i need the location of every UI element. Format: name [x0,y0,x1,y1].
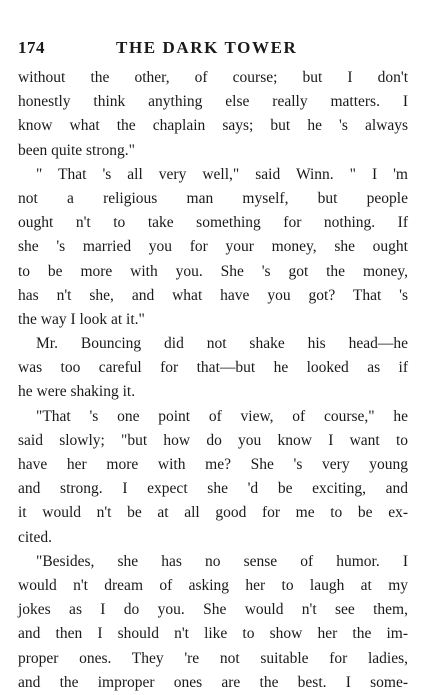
text-line: not a religious man myself, but people [18,189,408,207]
text-line: honestly think anything else really matters. I [18,93,408,111]
text-line: " That 's all very well," said Winn. " I 'm [36,165,408,183]
page-number: 174 [18,38,45,57]
text-line: she 's married you for your money, she ought [18,238,408,256]
body-text [18,66,408,695]
page-header [18,34,408,62]
text-line: and strong. I expect she 'd be exciting, and [18,480,408,498]
text-line: Mr. Bouncing did not shake his head—he [36,335,408,353]
book-page [18,34,408,695]
text-line: jokes as I do you. She would n't see them, [18,601,408,619]
text-line: ought n't to take something for nothing. If [18,214,408,232]
text-line: proper ones. They 're not suitable for ladies, [18,649,408,667]
text-line: been quite strong." [18,141,135,159]
text-line: said slowly; "but how do you know I want to [18,431,408,449]
text-line: without the other, of course; but I don't [18,69,408,86]
text-line: "Besides, she has no sense of humor. I [36,552,408,570]
text-line: the way I look at it." [18,310,145,328]
text-line: have her more with me? She 's very young [18,456,408,473]
running-title: THE DARK TOWER [116,38,298,57]
text-line: and the improper ones are the best. I some- [18,673,408,691]
text-line: has n't she, and what have you got? That 's [18,286,408,304]
text-line: he were shaking it. [18,383,136,401]
text-line: and then I should n't like to show her the im- [18,625,408,643]
text-line: would n't dream of asking her to laugh at my [18,576,408,594]
text-line: it would n't be at all good for me to be ex- [18,504,408,522]
text-line: "That 's one point of view, of course," he [36,407,408,425]
text-line: was too careful for that—but he looked as if [18,359,408,377]
text-line: know what the chaplain says; but he 's always [18,117,408,135]
text-line: to be more with you. She 's got the money, [18,262,408,280]
text-line: cited. [18,528,52,546]
